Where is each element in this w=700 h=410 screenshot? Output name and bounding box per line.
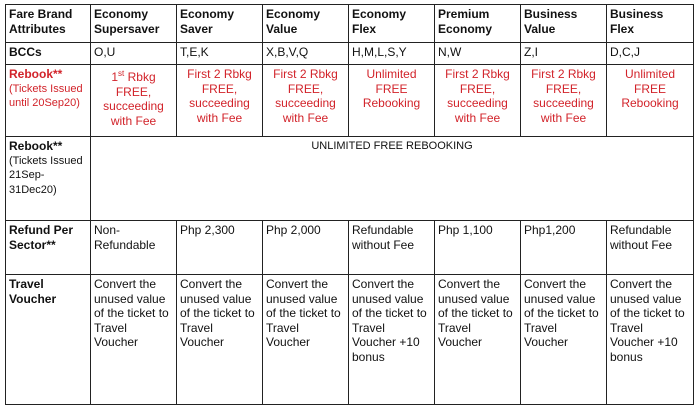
rebook-supersaver-sup: st bbox=[118, 69, 125, 78]
voucher-cell: Convert the unused value of the ticket to Travel Voucher +10 bonus bbox=[349, 275, 435, 405]
bcc-cell: N,W bbox=[435, 43, 521, 65]
header-business-value: Business Value bbox=[521, 5, 607, 43]
rebook-cell: First 2 Rbkg FREE, succeeding with Fee bbox=[521, 65, 607, 137]
fare-brand-table bbox=[5, 4, 694, 405]
refund-cell: Php 2,000 bbox=[263, 221, 349, 275]
rebook2-label-cell bbox=[6, 137, 91, 221]
refund-cell: Non-Refundable bbox=[91, 221, 177, 275]
bccs-row bbox=[6, 43, 694, 65]
travel-voucher-row bbox=[6, 275, 694, 405]
rebook-supersaver-first: 1 bbox=[111, 70, 119, 84]
rebook-cell: Unlimited FREE Rebooking bbox=[607, 65, 694, 137]
voucher-cell: Convert the unused value of the ticket to Travel Voucher bbox=[521, 275, 607, 405]
bcc-cell: T,E,K bbox=[177, 43, 263, 65]
rebook-21sep-31dec-row bbox=[6, 137, 694, 221]
rebook-cell: First 2 Rbkg FREE, succeeding with Fee bbox=[435, 65, 521, 137]
refund-cell: Php 1,100 bbox=[435, 221, 521, 275]
rebook-cell: First 2 Rbkg FREE, succeeding with Fee bbox=[177, 65, 263, 137]
voucher-cell: Convert the unused value of the ticket to Travel Voucher bbox=[177, 275, 263, 405]
rebook2-label: Rebook** bbox=[9, 139, 63, 153]
rebook-cell-supersaver bbox=[91, 65, 177, 137]
rebook-ticket-note: (Tickets Issued until 20Sep20) bbox=[9, 82, 83, 109]
bcc-cell: X,B,V,Q bbox=[263, 43, 349, 65]
bcc-cell: Z,I bbox=[521, 43, 607, 65]
header-attributes-cell: Fare Brand Attributes bbox=[6, 5, 91, 43]
voucher-cell: Convert the unused value of the ticket to Travel Voucher +10 bonus bbox=[607, 275, 694, 405]
refund-cell: Refundable without Fee bbox=[607, 221, 694, 275]
header-economy-flex: Economy Flex bbox=[349, 5, 435, 43]
header-economy-supersaver: Economy Supersaver bbox=[91, 5, 177, 43]
bcc-cell: O,U bbox=[91, 43, 177, 65]
rebook-until-20sep-row bbox=[6, 65, 694, 137]
refund-cell: Php1,200 bbox=[521, 221, 607, 275]
voucher-cell: Convert the unused value of the ticket to Travel Voucher bbox=[435, 275, 521, 405]
bcc-cell: H,M,L,S,Y bbox=[349, 43, 435, 65]
refund-cell: Php 2,300 bbox=[177, 221, 263, 275]
refund-label: Refund Per Sector** bbox=[6, 221, 91, 275]
travel-voucher-label: Travel Voucher bbox=[6, 275, 91, 405]
refund-cell: Refundable without Fee bbox=[349, 221, 435, 275]
bccs-label: BCCs bbox=[6, 43, 91, 65]
bcc-cell: D,C,J bbox=[607, 43, 694, 65]
refund-row bbox=[6, 221, 694, 275]
header-business-flex: Business Flex bbox=[607, 5, 694, 43]
header-economy-value: Economy Value bbox=[263, 5, 349, 43]
rebook-label-cell bbox=[6, 65, 91, 137]
voucher-cell: Convert the unused value of the ticket to Travel Voucher bbox=[263, 275, 349, 405]
rebook-cell: First 2 Rbkg FREE, succeeding with Fee bbox=[263, 65, 349, 137]
voucher-cell: Convert the unused value of the ticket to Travel Voucher bbox=[91, 275, 177, 405]
header-row bbox=[6, 5, 694, 43]
header-premium-economy: Premium Economy bbox=[435, 5, 521, 43]
rebook-label: Rebook** bbox=[9, 67, 63, 81]
rebook2-ticket-note: (Tickets Issued 21Sep-31Dec20) bbox=[9, 154, 83, 196]
rebook-cell: Unlimited FREE Rebooking bbox=[349, 65, 435, 137]
rebook-supersaver-rest: Rbkg FREE, succeeding with Fee bbox=[103, 70, 164, 128]
unlimited-free-rebooking-cell: UNLIMITED FREE REBOOKING bbox=[91, 137, 694, 221]
header-economy-saver: Economy Saver bbox=[177, 5, 263, 43]
